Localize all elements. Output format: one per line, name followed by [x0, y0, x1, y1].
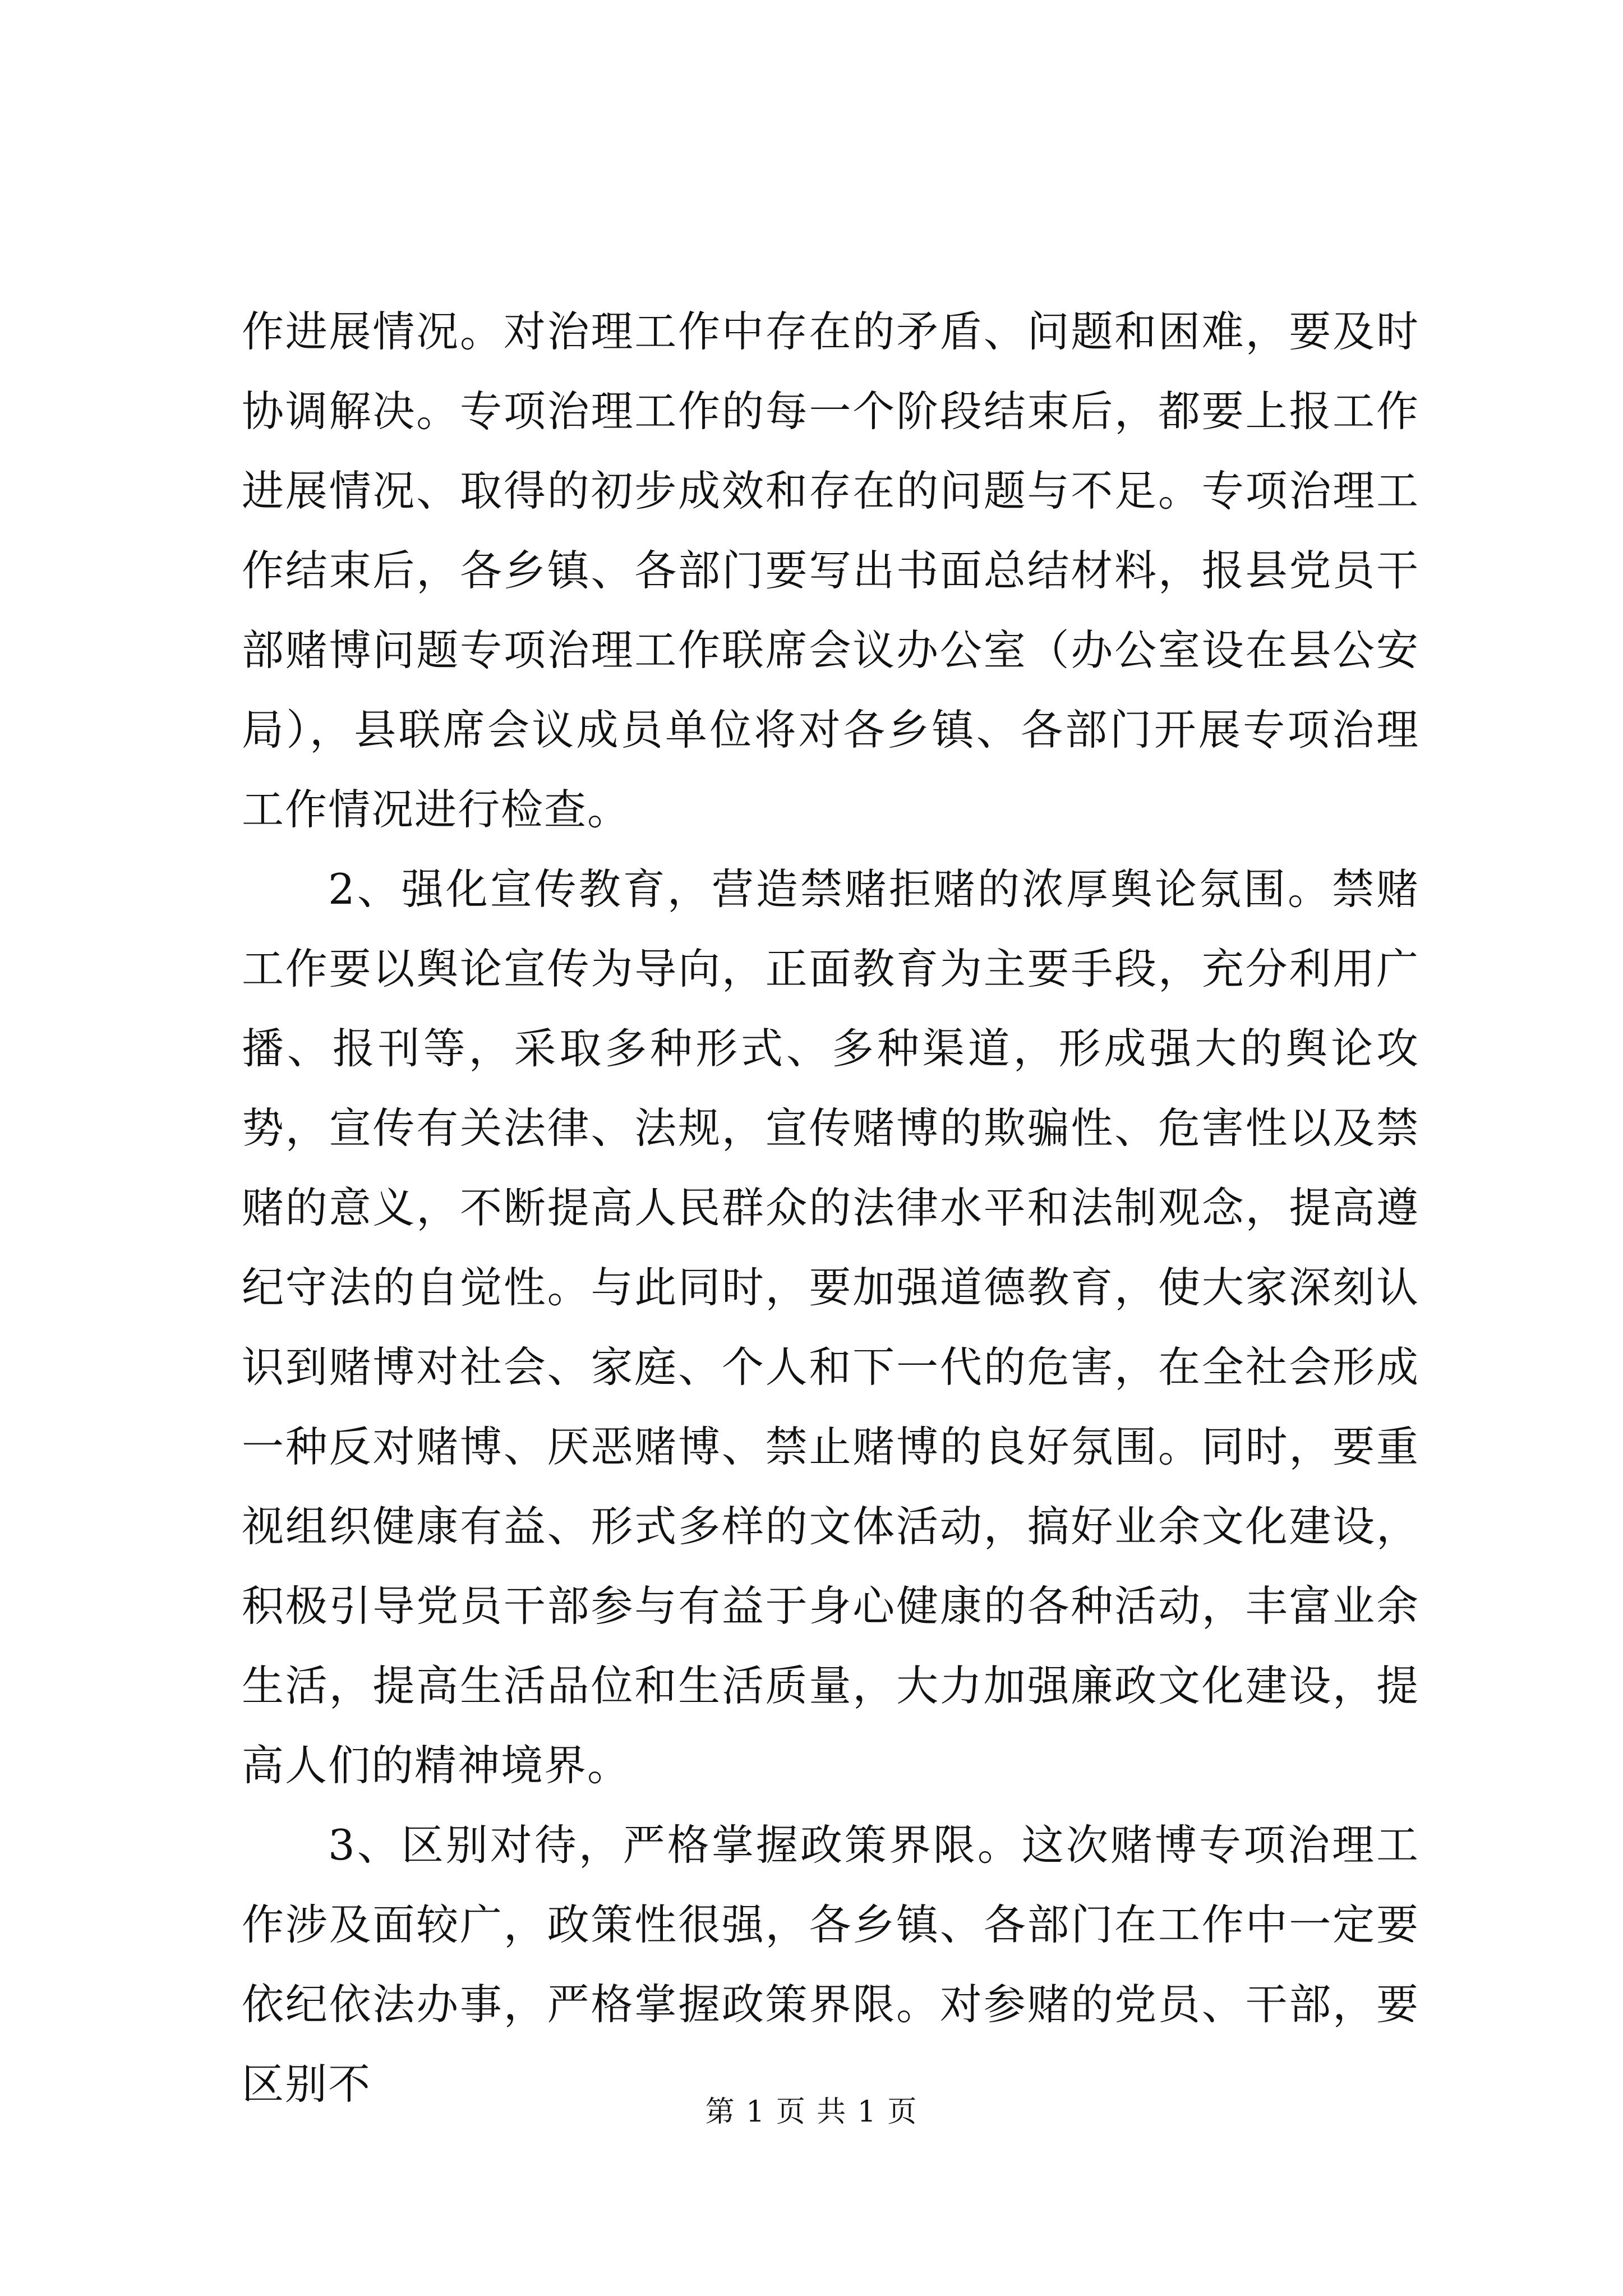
document-body — [242, 292, 1419, 2124]
page-footer: 第 1 页 共 1 页 — [705, 2095, 918, 2129]
paragraph-publicity-education: 2、强化宣传教育，营造禁赌拒赌的浓厚舆论氛围。禁赌工作要以舆论宣传为导向，正面教育为主要手段，充分利用广播、报刊等，采取多种形式、多种渠道，形成强大的舆论攻势，宣传有关法律、法规，宣传赌博的欺骗性、危害性以及禁赌的意义，不断提高人民群众的法律水平和法制观念，提高遵纪守法的自觉性。与此同时，要加强道德教育，使大家深刻认识到赌博对社会、家庭、个人和下一代的危害，在全社会形成一种反对赌博、厌恶赌博、禁止赌博的良好氛围。同时，要重视组织健康有益、形式多样的文体活动，搞好业余文化建设，积极引导党员干部参与有益于身心健康的各种活动，丰富业余生活，提高生活品位和生活质量，大力加强廉政文化建设，提高人们的精神境界。 — [242, 864, 1419, 1790]
paragraph-policy-limits: 3、区别对待，严格掌握政策界限。这次赌博专项治理工作涉及面较广，政策性很强，各乡镇、各部门在工作中一定要依纪依法办事，严格掌握政策界限。对参赌的党员、干部，要区别不 — [242, 1820, 1419, 2109]
paragraph-continuation: 作进展情况。对治理工作中存在的矛盾、问题和困难，要及时协调解决。专项治理工作的每一个阶段结束后，都要上报工作进展情况、取得的初步成效和存在的问题与不足。专项治理工作结束后，各乡镇、各部门要写出书面总结材料，报县党员干部赌博问题专项治理工作联席会议办公室（办公室设在县公安局），县联席会议成员单位将对各乡镇、各部门开展专项治理工作情况进行检查。 — [242, 307, 1419, 834]
